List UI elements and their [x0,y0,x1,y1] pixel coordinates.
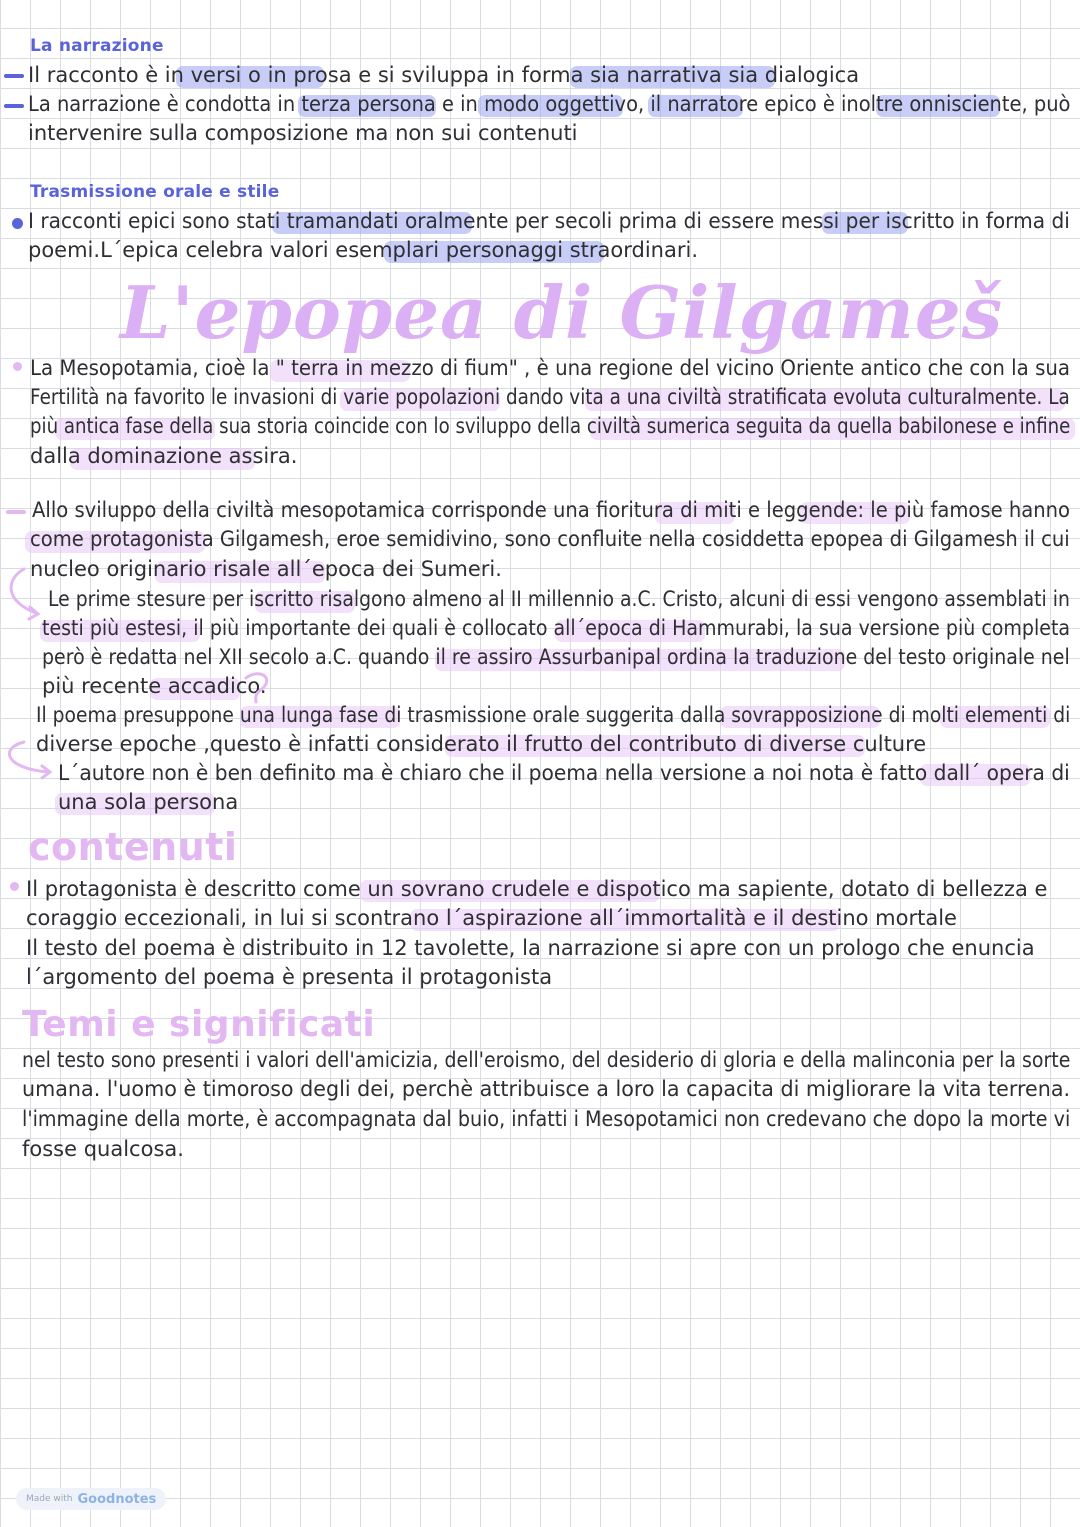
section-heading-temi: Temi e significati [22,1004,376,1045]
text-line: Il poema presuppone una lunga fase di trasmissione orale suggerita dalla sovrapposizione di molti elementi di [36,703,1071,727]
text-line: intervenire sulla composizione ma non sui contenuti [28,121,578,145]
text-line: l´argomento del poema è presenta il protagonista [26,965,553,989]
section-heading-trasmissione: Trasmissione orale e stile [30,182,280,202]
made-with-label: Made with [26,1494,73,1504]
text-line: nel testo sono presenti i valori dell'amicizia, dell'eroismo, del desiderio di gloria e della malinconia per la sorte [22,1048,1071,1072]
text-line: però è redatta nel XII secolo a.C. quando il re assiro Assurbanipal ordina la traduzione del testo originale nel [42,645,1070,669]
text-line: La narrazione è condotta in terza persona e in modo oggettivo, il narratore epico è inoltre onnisciente, può [28,92,1071,116]
text-line: Il testo del poema è distribuito in 12 tavolette, la narrazione si apre con un prologo che enuncia [26,936,1035,960]
text-line: Fertilità na favorito le invasioni di varie popolazioni dando vita a una civiltà stratificata evoluta culturalmente. La [30,385,1070,409]
brand-label: Goodnotes [77,1491,157,1507]
text-line: I racconti epici sono stati tramandati oralmente per secoli prima di essere messi per iscritto in forma di [28,209,1070,233]
text-line: più recente accadico. [42,674,267,698]
curved-arrow-icon [0,738,60,788]
dash-marker [4,74,24,78]
page-title: L'epopea di Gilgameš [120,270,1004,355]
bullet-dot [10,882,19,891]
bullet-dot [12,218,23,229]
text-line: umana. l'uomo è timoroso degli dei, perchè attribuisce a loro la capacita di migliorare la vita terrena. [22,1077,1071,1101]
text-line: più antica fase della sua storia coincide con lo sviluppo della civiltà sumerica seguita da quella babilonese e infine [30,414,1071,438]
text-line: La Mesopotamia, cioè la " terra in mezzo di fium" , è una regione del vicino Oriente antico che con la sua [30,356,1071,380]
text-line: L´autore non è ben definito ma è chiaro che il poema nella versione a noi nota è fatto dall´ opera di [58,761,1070,785]
text-line: testi più estesi, il più importante dei quali è collocato all´epoca di Hammurabi, la sua versione più completa [42,616,1071,640]
text-line: una sola persona [58,790,239,814]
text-line: dalla dominazione assira. [30,444,298,468]
text-line: Il racconto è in versi o in prosa e si sviluppa in forma sia narrativa sia dialogica [28,63,860,87]
goodnotes-badge [16,1488,166,1510]
text-line: come protagonista Gilgamesh, eroe semidivino, sono confluite nella cosiddetta epopea di Gilgamesh il cui [30,527,1070,551]
text-line: fosse qualcosa. [22,1137,184,1161]
text-line: l'immagine della morte, è accompagnata dal buio, infatti i Mesopotamici non credevano che dopo la morte vi [22,1107,1071,1131]
dash-marker [4,104,24,108]
text-line: diverse epoche ,questo è infatti considerato il frutto del contributo di diverse culture [36,732,927,756]
bullet-dot [13,362,22,371]
dash-marker [6,510,26,514]
text-line: nucleo originario risale all´epoca dei Sumeri. [30,557,502,581]
text-line: Allo sviluppo della civiltà mesopotamica corrisponde una fioritura di miti e leggende: le più famose hanno [32,498,1071,522]
text-line: poemi.L´epica celebra valori esemplari personaggi straordinari. [28,238,699,262]
section-heading-narrazione: La narrazione [30,36,164,56]
section-heading-contenuti: contenuti [28,825,238,869]
text-line: Le prime stesure per iscritto risalgono almeno al II millennio a.C. Cristo, alcuni di essi vengono assemblati in [48,587,1070,611]
text-line: coraggio eccezionali, in lui si scontrano l´aspirazione all´immortalità e il destino mortale [26,906,957,930]
text-line: Il protagonista è descritto come un sovrano crudele e dispotico ma sapiente, dotato di bellezza e [26,877,1048,901]
